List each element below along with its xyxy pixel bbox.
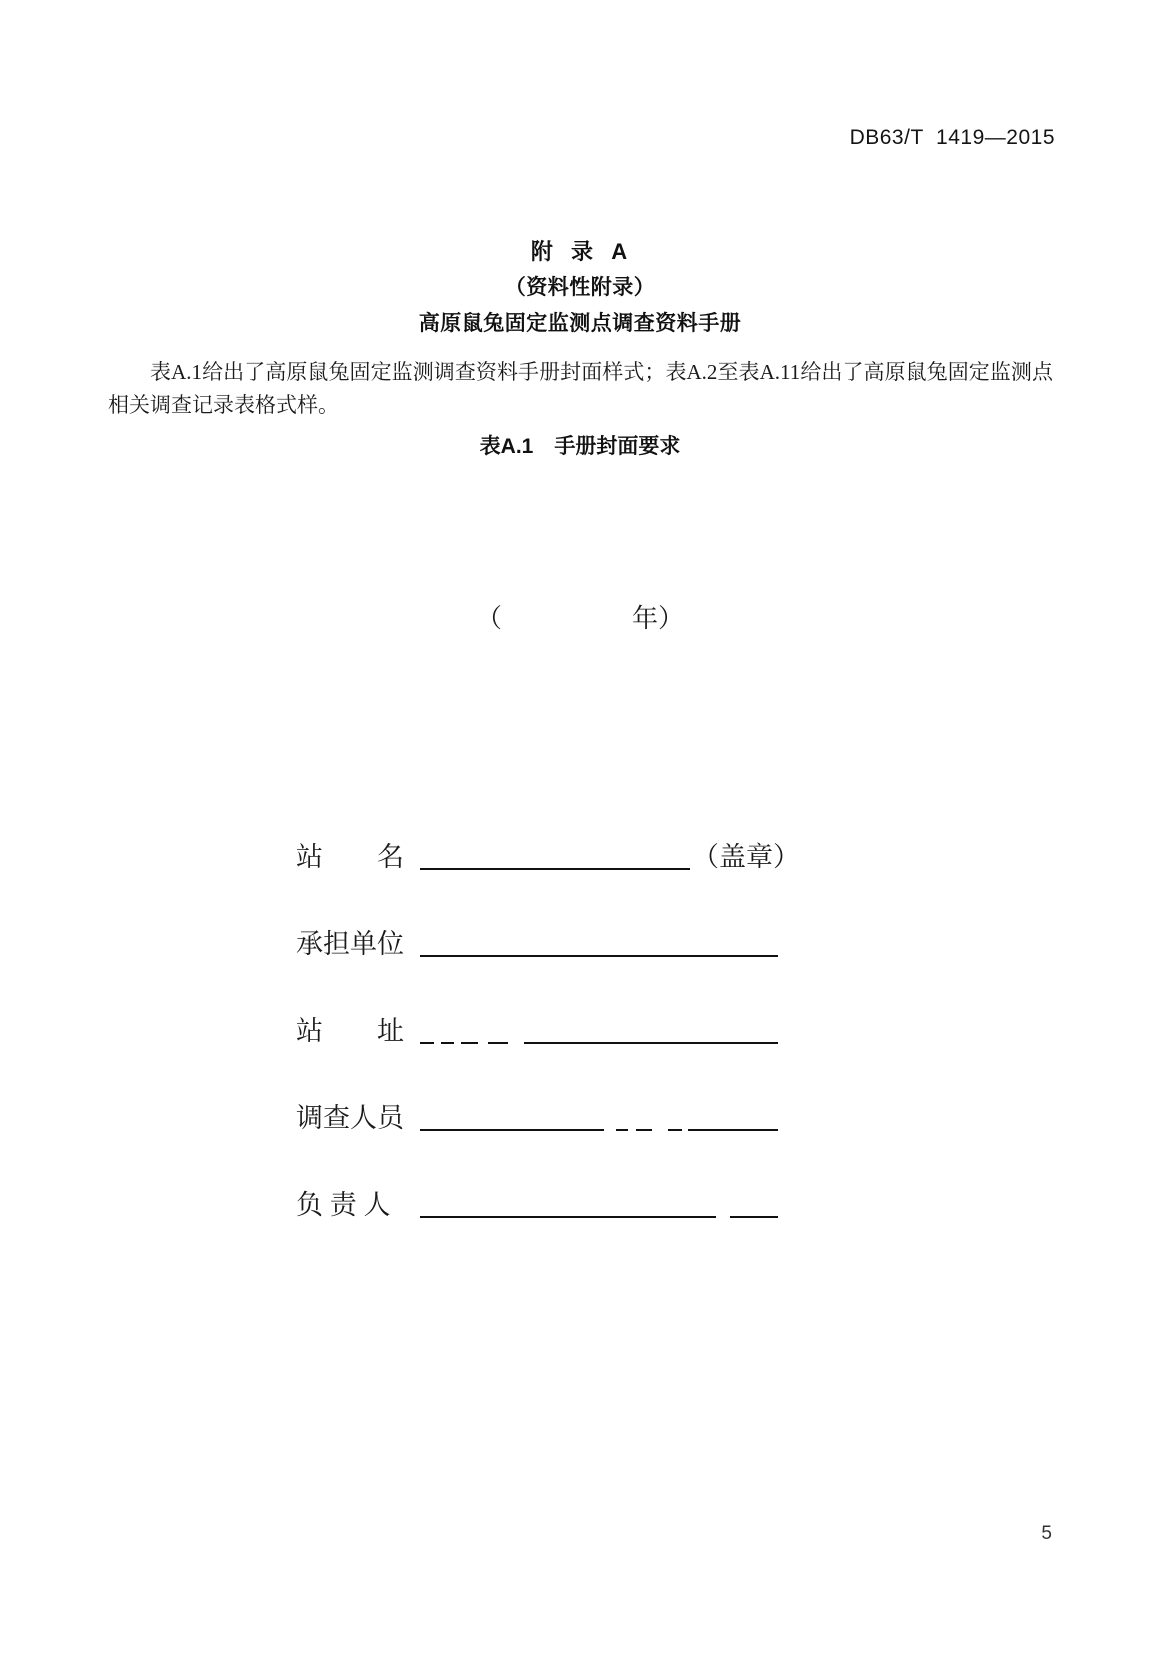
scan-artifact: [604, 1129, 616, 1131]
form-label-station-address: 站 址: [296, 1016, 404, 1046]
scan-artifact: [716, 1216, 730, 1218]
scan-artifact: [652, 1129, 668, 1131]
paragraph-text: 表A.1给出了高原鼠兔固定监测调查资料手册封面样式；表A.2至表A.11给出了高原鼠兔固定监测点相关调查记录表格式样。: [108, 360, 1053, 417]
form-row: [296, 1014, 896, 1101]
form-row: [296, 840, 896, 927]
form-suffix-seal: （盖章）: [692, 842, 800, 872]
appendix-name: 高原鼠兔固定监测点调查资料手册: [418, 312, 742, 335]
form-input-undertaking-unit[interactable]: [420, 927, 778, 957]
table-caption: 表A.1 手册封面要求: [479, 435, 681, 458]
body-paragraph: [108, 356, 1053, 422]
form-row: [296, 1188, 896, 1275]
form-row: [296, 1101, 896, 1188]
appendix-subtitle: （资料性附录）: [504, 276, 656, 299]
form-label-person-in-charge: 负 责 人: [296, 1190, 391, 1220]
form-row: [296, 927, 896, 1014]
running-header-standard-number: DB63/T 1419—2015: [849, 126, 1055, 149]
page-number: 5: [1041, 1523, 1052, 1544]
form-label-station-name: 站 名: [296, 842, 404, 872]
appendix-title: 附 录 A: [530, 239, 630, 264]
scan-artifact: [454, 1042, 461, 1044]
scan-artifact: [628, 1129, 636, 1131]
form-label-investigators: 调查人员: [296, 1103, 404, 1133]
form-input-investigators[interactable]: [420, 1101, 778, 1131]
scan-artifact: [508, 1042, 524, 1044]
scan-artifact: [682, 1129, 688, 1131]
form-input-station-address[interactable]: [420, 1014, 778, 1044]
scan-artifact: [478, 1042, 488, 1044]
form-input-person-in-charge[interactable]: [420, 1188, 778, 1218]
cover-form: [296, 840, 896, 1275]
cover-year-field: （ 年）: [475, 604, 684, 633]
form-label-undertaking-unit: 承担单位: [296, 929, 404, 959]
scan-artifact: [434, 1042, 441, 1044]
appendix-title-block: [0, 236, 1160, 340]
form-input-station-name[interactable]: [420, 840, 690, 870]
